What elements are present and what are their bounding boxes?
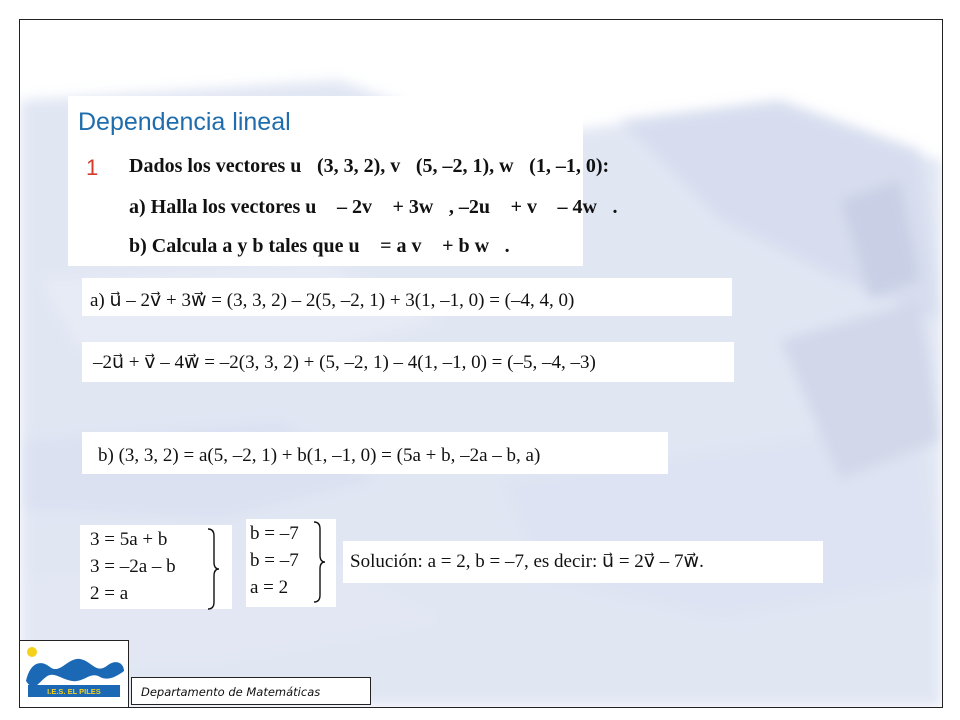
answer-a1: a) u⃗ – 2v⃗ + 3w⃗ = (3, 3, 2) – 2(5, –2, 1) + 3(1, –1, 0) = (–4, 4, 0) (90, 290, 575, 311)
brace-1 (206, 528, 220, 610)
logo-text: I.E.S. EL PILES (47, 687, 101, 696)
statement-line-1: Dados los vectores u⃗(3, 3, 2), v⃗(5, –2, 1), w⃗(1, –1, 0): (129, 155, 610, 177)
system1-row: 3 = –2a – b (90, 556, 176, 577)
department-label: Departamento de Matemáticas (131, 677, 371, 705)
statement-line-2: a) Halla los vectores u⃗ – 2v⃗ + 3w⃗, –2u⃗ + v⃗ – 4w⃗. (129, 196, 618, 218)
system1-row: 2 = a (90, 583, 129, 604)
final-solution: Solución: a = 2, b = –7, es decir: u⃗ = 2v⃗ – 7w⃗. (350, 551, 704, 572)
statement-line-3: b) Calcula a y b tales que u⃗ = a v⃗ + b w⃗. (129, 235, 510, 257)
answer-b: b) (3, 3, 2) = a(5, –2, 1) + b(1, –1, 0) = (5a + b, –2a – b, a) (98, 445, 541, 466)
brace-2 (312, 521, 326, 603)
system2-row: a = 2 (250, 577, 289, 598)
answer-a2: –2u⃗ + v⃗ – 4w⃗ = –2(3, 3, 2) + (5, –2, 1) – 4(1, –1, 0) = (–5, –4, –3) (93, 352, 596, 373)
page-title: Dependencia lineal (78, 108, 291, 136)
equation-system-2 (250, 520, 299, 601)
problem-number: 1 (86, 155, 99, 180)
equation-system-1 (90, 526, 176, 607)
logo-wave-icon (20, 641, 128, 707)
system2-row: b = –7 (250, 550, 299, 571)
system1-row: 3 = 5a + b (90, 529, 168, 550)
school-logo (19, 640, 129, 708)
system2-row: b = –7 (250, 523, 299, 544)
